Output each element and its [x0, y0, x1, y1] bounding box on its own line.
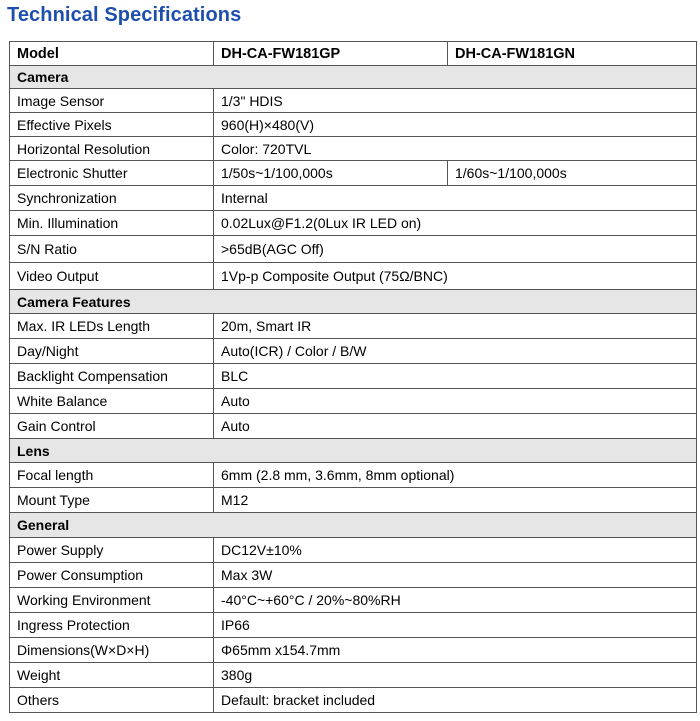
section-header-row	[10, 290, 697, 314]
spec-value: Auto(ICR) / Color / B/W	[214, 339, 697, 364]
spec-row	[10, 339, 697, 364]
spec-row	[10, 137, 697, 161]
spec-row	[10, 613, 697, 638]
spec-table	[9, 41, 697, 713]
spec-label: Power Supply	[10, 538, 214, 563]
spec-value: >65dB(AGC Off)	[214, 236, 697, 263]
spec-label: Power Consumption	[10, 563, 214, 588]
spec-value: Φ65mm x154.7mm	[214, 638, 697, 663]
spec-value: BLC	[214, 364, 697, 389]
section-title: General	[10, 513, 697, 538]
section-header-row	[10, 66, 697, 89]
spec-value: 380g	[214, 663, 697, 688]
spec-row	[10, 563, 697, 588]
section-title: Camera Features	[10, 290, 697, 314]
spec-label: Gain Control	[10, 414, 214, 439]
spec-label: Effective Pixels	[10, 113, 214, 137]
spec-value: 0.02Lux@F1.2(0Lux IR LED on)	[214, 211, 697, 236]
section-title: Camera	[10, 66, 697, 89]
spec-row	[10, 588, 697, 613]
header-row	[10, 42, 697, 66]
spec-value: 960(H)×480(V)	[214, 113, 697, 137]
page-title: Technical Specifications	[7, 4, 242, 26]
spec-value: DC12V±10%	[214, 538, 697, 563]
spec-label: Video Output	[10, 263, 214, 290]
spec-table-body	[10, 42, 697, 713]
spec-value: Default: bracket included	[214, 688, 697, 713]
spec-row	[10, 89, 697, 113]
spec-row	[10, 488, 697, 513]
section-header-row	[10, 513, 697, 538]
spec-label: Day/Night	[10, 339, 214, 364]
spec-row	[10, 463, 697, 488]
spec-value: 20m, Smart IR	[214, 314, 697, 339]
spec-row	[10, 263, 697, 290]
spec-value: Auto	[214, 389, 697, 414]
spec-row	[10, 186, 697, 211]
spec-label: Electronic Shutter	[10, 161, 214, 186]
spec-row	[10, 236, 697, 263]
spec-value: Internal	[214, 186, 697, 211]
spec-label: Synchronization	[10, 186, 214, 211]
spec-label: Backlight Compensation	[10, 364, 214, 389]
spec-value: 1Vp-p Composite Output (75Ω/BNC)	[214, 263, 697, 290]
spec-label: Working Environment	[10, 588, 214, 613]
spec-label: Horizontal Resolution	[10, 137, 214, 161]
spec-label: Ingress Protection	[10, 613, 214, 638]
spec-label: White Balance	[10, 389, 214, 414]
spec-label: S/N Ratio	[10, 236, 214, 263]
spec-label: Max. IR LEDs Length	[10, 314, 214, 339]
header-model: DH-CA-FW181GP	[214, 42, 448, 66]
header-label: Model	[10, 42, 214, 66]
spec-value: Auto	[214, 414, 697, 439]
spec-value: M12	[214, 488, 697, 513]
spec-row	[10, 314, 697, 339]
spec-row	[10, 688, 697, 713]
spec-row	[10, 364, 697, 389]
spec-value: 1/3" HDIS	[214, 89, 697, 113]
spec-label: Min. Illumination	[10, 211, 214, 236]
spec-value: Color: 720TVL	[214, 137, 697, 161]
spec-value: 1/50s~1/100,000s	[214, 161, 448, 186]
spec-row	[10, 113, 697, 137]
spec-label: Image Sensor	[10, 89, 214, 113]
spec-row	[10, 663, 697, 688]
spec-row	[10, 389, 697, 414]
spec-value: Max 3W	[214, 563, 697, 588]
spec-label: Focal length	[10, 463, 214, 488]
header-model: DH-CA-FW181GN	[448, 42, 697, 66]
section-header-row	[10, 439, 697, 463]
spec-row	[10, 211, 697, 236]
spec-value: 1/60s~1/100,000s	[448, 161, 697, 186]
spec-value: IP66	[214, 613, 697, 638]
section-title: Lens	[10, 439, 697, 463]
spec-label: Others	[10, 688, 214, 713]
spec-row	[10, 538, 697, 563]
spec-value: 6mm (2.8 mm, 3.6mm, 8mm optional)	[214, 463, 697, 488]
spec-row	[10, 414, 697, 439]
spec-value: -40°C~+60°C / 20%~80%RH	[214, 588, 697, 613]
spec-row	[10, 161, 697, 186]
spec-label: Dimensions(W×D×H)	[10, 638, 214, 663]
spec-label: Mount Type	[10, 488, 214, 513]
spec-label: Weight	[10, 663, 214, 688]
spec-row	[10, 638, 697, 663]
